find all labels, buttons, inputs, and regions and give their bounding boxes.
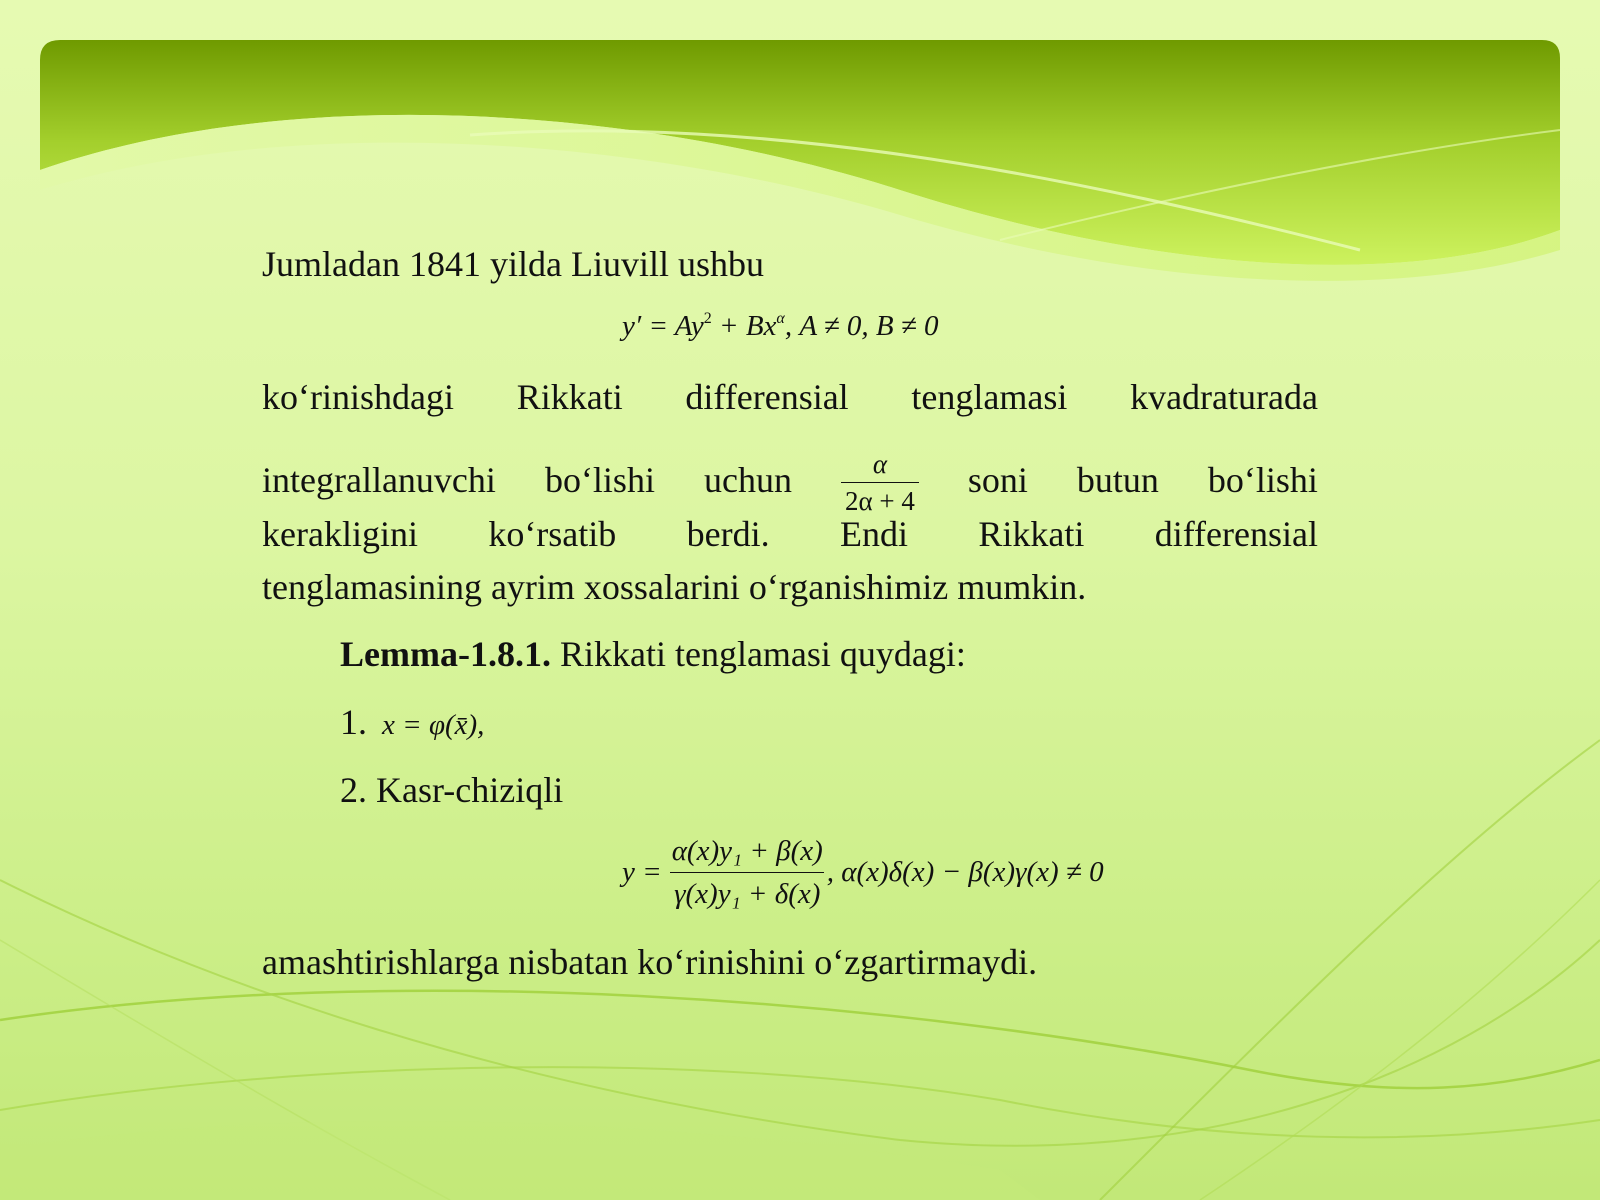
word: tenglamasi [911,377,1068,417]
eq2-lhs: y = [622,856,662,888]
word: Endi [839,514,908,554]
word: Rikkati [516,377,623,417]
paragraph-line-5: tenglamasining ayrim xossalarini o‘rganishimiz mumkin. [262,567,1087,607]
lemma-text: Rikkati tenglamasi quydagi: [550,634,966,674]
lemma-label: Lemma-1.8.1. [340,634,551,674]
eq2-condition: , α(x)δ(x) − β(x)γ(x) ≠ 0 [826,856,1104,888]
word: Rikkati [978,514,1085,554]
eq1-exp2: α [776,310,785,327]
word: differensial [1154,514,1318,554]
eq2-fraction [668,832,827,913]
paragraph-line-3 [262,442,1318,517]
fraction-numerator: α [872,449,887,479]
lemma-item-2: 2. Kasr-chiziqli [340,770,564,810]
eq1-condition: , A ≠ 0, B ≠ 0 [784,310,939,342]
word: uchun [703,459,792,500]
fraction-denominator: 2α + 4 [841,482,919,517]
closing-text: amashtirishlarga nisbatan ko‘rinishini o‘zgartirmaydi. [262,942,1038,982]
word: ko‘rsatib [488,514,617,554]
word: kvadraturada [1130,377,1318,417]
equation-fractional-linear [622,832,1104,913]
eq1-lhs: y′ = Ay [622,310,704,342]
eq2-denominator: γ(x)y₁ + δ(x) [670,872,824,913]
equation-liouville [622,310,939,343]
paragraph-line-2 [262,375,1318,419]
word: berdi. [686,514,770,554]
lemma-item-1 [340,700,484,747]
lemma-statement [340,632,966,676]
word: differensial [685,377,849,417]
paragraph-line-4 [262,512,1318,556]
item1-number: 1. [340,702,367,742]
word: bo‘lishi [1207,459,1318,500]
word: kerakligini [262,514,418,554]
word: bo‘lishi [544,459,655,500]
item1-formula: x = φ(x̄), [382,709,485,741]
eq1-exp1: 2 [703,310,712,327]
word: ko‘rinishdagi [262,377,454,417]
eq1-mid: + Bx [711,310,777,342]
word: butun [1076,459,1159,500]
fraction-alpha [841,448,919,517]
eq2-numerator: α(x)y₁ + β(x) [671,835,823,867]
word: soni [967,459,1028,500]
word: integrallanuvchi [262,459,496,500]
intro-text: Jumladan 1841 yilda Liuvill ushbu [262,244,764,284]
